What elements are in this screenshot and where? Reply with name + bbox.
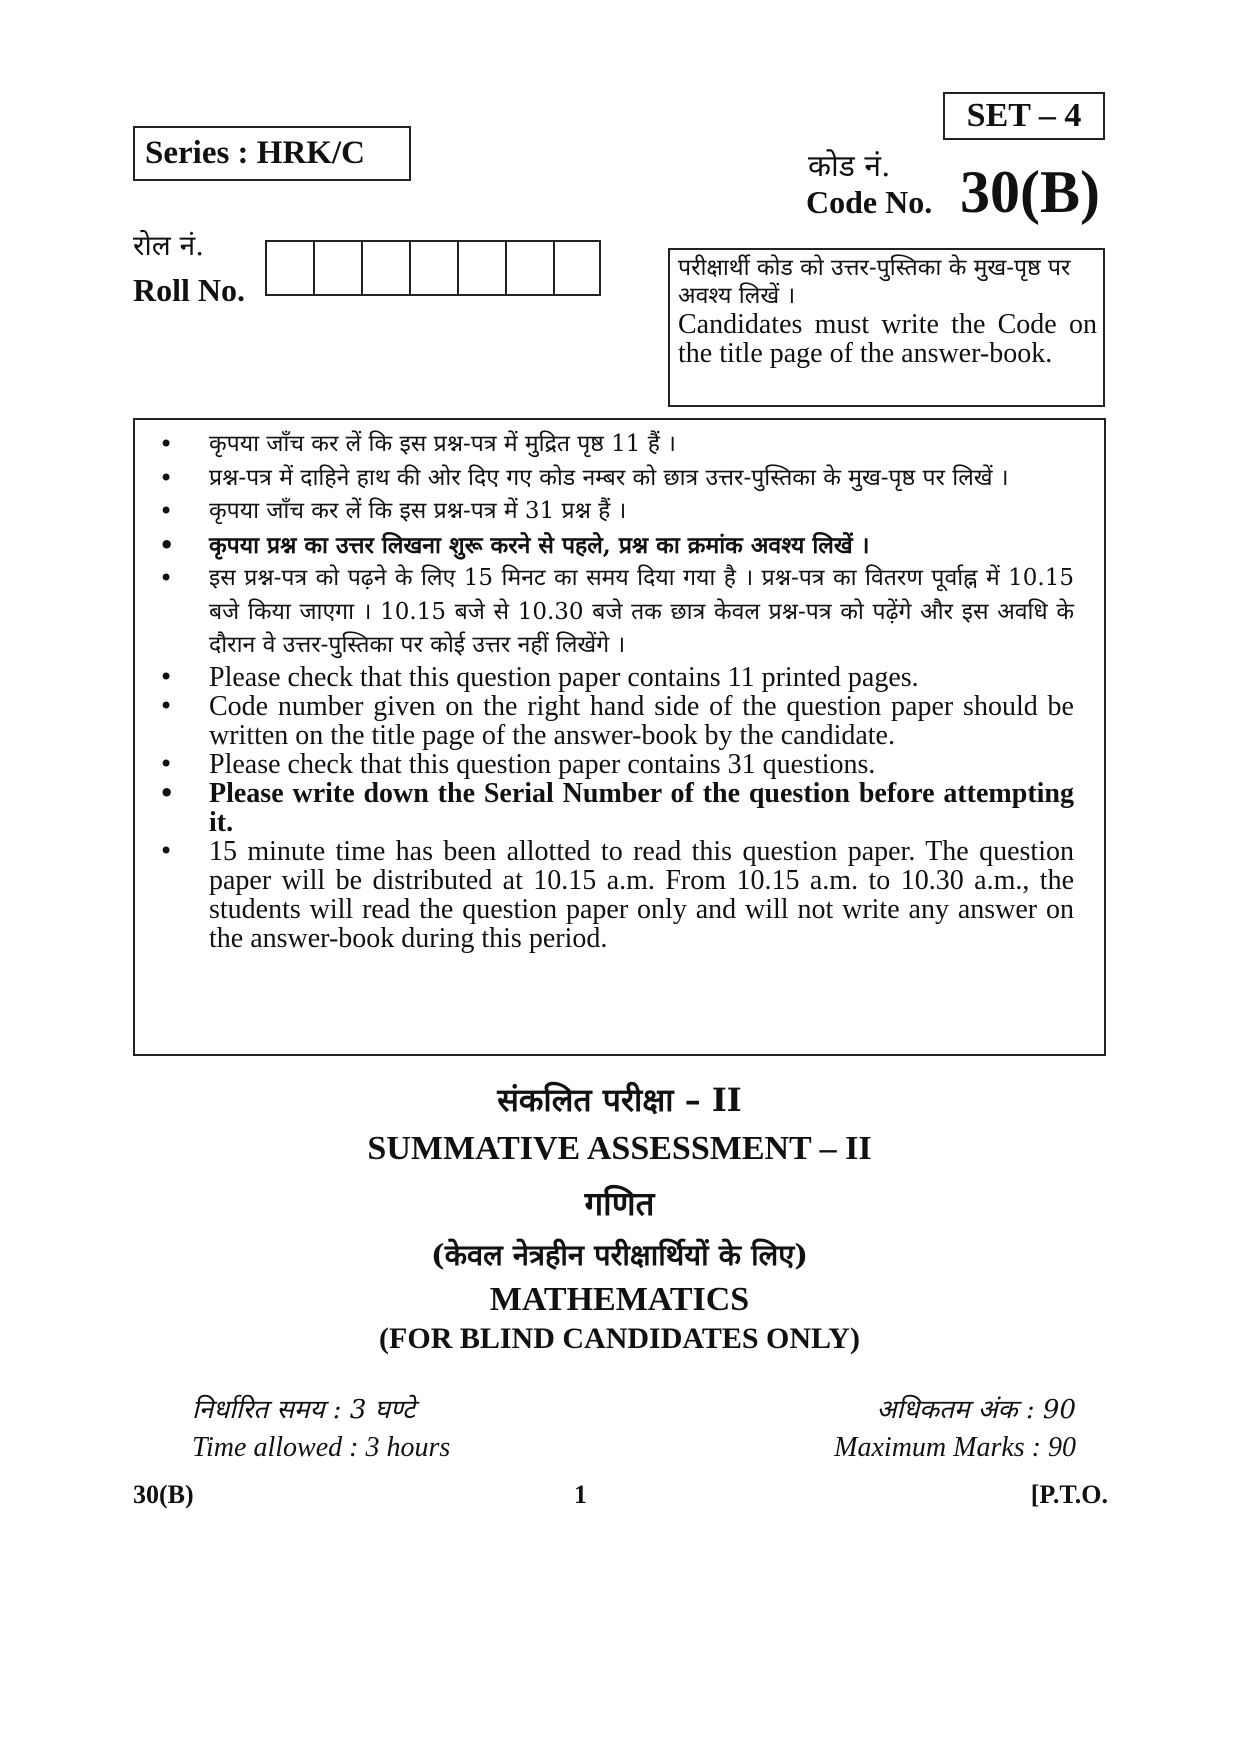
code-label-hindi: कोड नं.: [808, 149, 891, 184]
instruction-item: • प्रश्न-पत्र में दाहिने हाथ की ओर दिए गए कोड नम्बर को छात्र उत्तर-पुस्तिका के मुख-पृष्ठ पर लिखें ।: [149, 462, 1074, 496]
instruction-item: • Code number given on the right hand side of the question paper should be written on the title page of the answer-book by the candidate.: [149, 692, 1074, 750]
roll-number-box[interactable]: [553, 240, 601, 294]
series-label: Series : HRK/C: [133, 126, 411, 181]
instruction-item: • Please check that this question paper contains 11 printed pages.: [149, 663, 1074, 692]
maximum-marks: Maximum Marks : 90: [834, 1432, 1076, 1463]
exam-title-hindi: संकलित परीक्षा – II: [497, 1081, 742, 1119]
instruction-item: • Please write down the Serial Number of the question before attempting it.: [149, 779, 1074, 837]
roll-number-box[interactable]: [313, 240, 361, 294]
time-allowed-hindi: निर्धारित समय : 3 घण्टे: [192, 1395, 416, 1425]
instruction-item: • कृपया जाँच कर लें कि इस प्रश्न-पत्र में 31 प्रश्न हैं ।: [149, 495, 1074, 529]
instruction-item: • इस प्रश्न-पत्र को पढ़ने के लिए 15 मिनट का समय दिया गया है । प्रश्न-पत्र का वितरण पूर्वाह्न में 10.15 बजे किया जाएगा । 10.15 बजे से 10.30 बजे तक छात्र केवल प्रश्न-पत्र को पढ़ेंगे और इस अवधि के दौरान वे उत्तर-पुस्तिका पर कोई उत्तर नहीं लिखेंगे ।: [149, 562, 1074, 663]
roll-number-box[interactable]: [265, 240, 313, 294]
maximum-marks-hindi: अधिकतम अंक : 90: [876, 1395, 1076, 1425]
time-allowed: Time allowed : 3 hours: [192, 1432, 451, 1463]
page-number: 1: [574, 1480, 587, 1509]
set-label: SET – 4: [943, 92, 1105, 140]
candidate-note-hindi: (केवल नेत्रहीन परीक्षार्थियों के लिए): [431, 1238, 808, 1272]
roll-number-box[interactable]: [361, 240, 409, 294]
code-value: 30(B): [960, 159, 1100, 225]
roll-number-box[interactable]: [457, 240, 505, 294]
roll-number-boxes[interactable]: [265, 240, 601, 296]
code-instruction-english: Candidates must write the Code on the title page of the answer-book.: [678, 309, 1097, 369]
subject: MATHEMATICS: [489, 1281, 750, 1318]
roll-number-box[interactable]: [409, 240, 457, 294]
code-instruction-box: [668, 248, 1105, 407]
instruction-item: • 15 minute time has been allotted to read this question paper. The question paper will be distributed at 10.15 a.m. From 10.15 a.m. to 10.30 a.m., the students will read the question paper only and will not write any answer on the answer-book during this period.: [149, 837, 1074, 953]
code-instruction-hindi: परीक्षार्थी कोड को उत्तर-पुस्तिका के मुख-पृष्ठ पर अवश्य लिखें ।: [678, 255, 1071, 309]
footer-code: 30(B): [133, 1480, 194, 1509]
code-label: Code No.: [806, 184, 933, 220]
exam-title: SUMMATIVE ASSESSMENT – II: [367, 1130, 872, 1167]
instruction-item: • कृपया जाँच कर लें कि इस प्रश्न-पत्र में मुद्रित पृष्ठ 11 हैं ।: [149, 428, 1074, 462]
instruction-item: • कृपया प्रश्न का उत्तर लिखना शुरू करने से पहले, प्रश्न का क्रमांक अवश्य लिखें ।: [149, 529, 1074, 563]
instruction-item: • Please check that this question paper contains 31 questions.: [149, 750, 1074, 779]
candidate-note: (FOR BLIND CANDIDATES ONLY): [379, 1322, 860, 1355]
roll-number-box[interactable]: [505, 240, 553, 294]
pto-label: [P.T.O.: [1030, 1480, 1108, 1509]
roll-label: Roll No.: [133, 272, 245, 308]
general-instructions: [133, 418, 1106, 1056]
roll-label-hindi: रोल नं.: [133, 229, 205, 262]
instruction-list: [149, 428, 1074, 953]
subject-hindi: गणित: [584, 1184, 655, 1223]
